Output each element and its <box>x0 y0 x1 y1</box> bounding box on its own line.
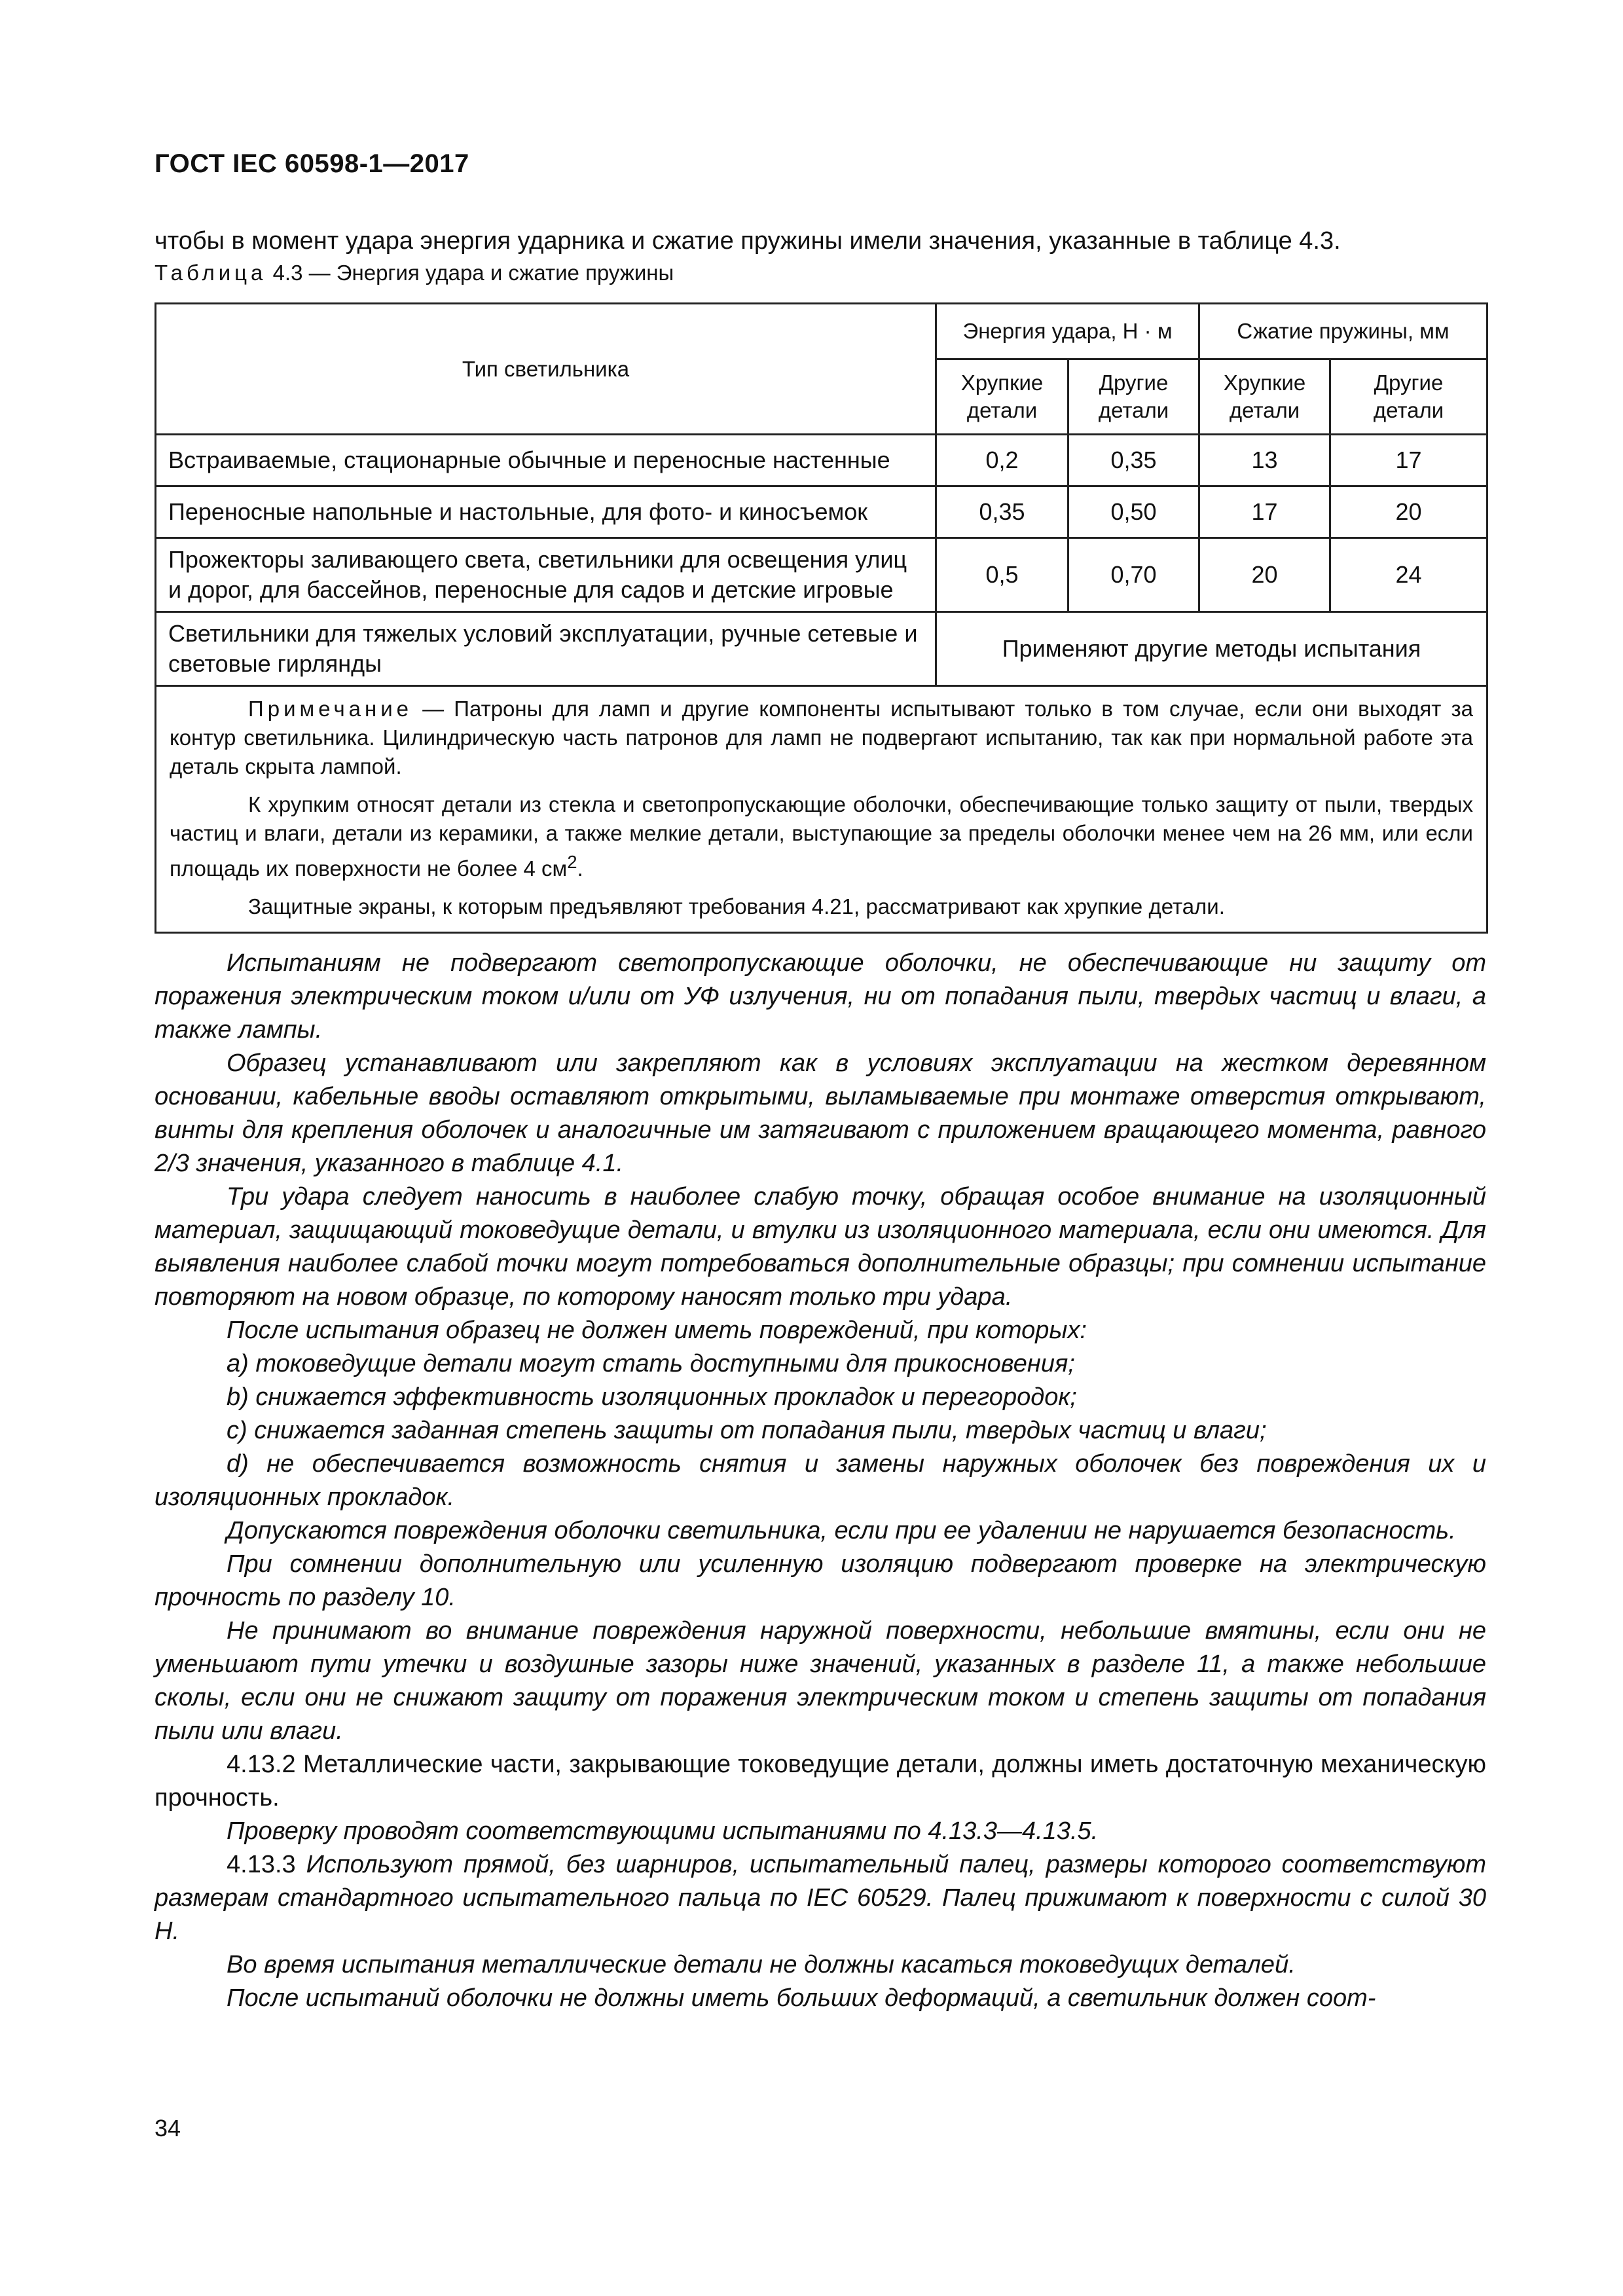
table-row <box>156 538 1487 612</box>
cell-spring-fragile: 17 <box>1199 486 1330 538</box>
list-item-c: c) снижается заданная степень защиты от попадания пыли, твердых частиц и влаги; <box>227 1417 1267 1444</box>
cell-energy-fragile: 0,35 <box>936 486 1068 538</box>
caption-prefix: Таблица <box>155 261 267 285</box>
note-label: Примечание <box>248 697 413 721</box>
cell-spring-fragile: 20 <box>1199 538 1330 612</box>
header-spring: Сжатие пружины, мм <box>1199 304 1487 359</box>
list-item-b: b) снижается эффективность изоляционных прокладок и перегородок; <box>227 1383 1077 1411</box>
cell-energy-other: 0,70 <box>1068 538 1199 612</box>
cell-spring-other: 24 <box>1330 538 1487 612</box>
subheader-spring-other: Другие детали <box>1330 359 1487 435</box>
table-caption <box>155 259 674 287</box>
subheader-energy-other: Другие детали <box>1068 359 1199 435</box>
paragraph: После испытаний оболочки не должны иметь больших деформаций, а светильник должен соот- <box>227 1984 1376 2012</box>
clause-number: 4.13.3 <box>227 1851 306 1878</box>
row-type: Светильники для тяжелых условий эксплуатации, ручные сетевые и световые гирлянды <box>156 612 936 686</box>
document-header: ГОСТ IEC 60598-1—2017 <box>155 149 469 178</box>
row-type: Прожекторы заливающего света, светильники для освещения улиц и дорог, для бассейнов, переносные для садов и детские игровые <box>156 538 936 612</box>
note-superscript: 2 <box>567 852 577 872</box>
body-text <box>155 947 1486 2015</box>
page-number: 34 <box>155 2115 181 2141</box>
note-text-2: К хрупким относят детали из стекла и светопропускающие оболочки, обеспечивающие только защиту от пыли, твердых частиц и влаги, детали из керамики, а также мелкие детали, выступающие за пределы оболочки менее чем на 26 мм, или если площадь их поверхности не более 4 см <box>170 792 1473 881</box>
cell-energy-fragile: 0,5 <box>936 538 1068 612</box>
caption-title: 4.3 — Энергия удара и сжатие пружины <box>272 261 674 285</box>
header-energy: Энергия удара, Н · м <box>936 304 1199 359</box>
note-paragraph-2 <box>170 790 1473 883</box>
paragraph: Не принимают во внимание повреждения наружной поверхности, небольшие вмятины, если они не уменьшают пути утечки и воздушные зазоры ниже значений, указанных в разделе 11, а также небольшие сколы, если они не снижают защиту от поражения электрическим током и степень защиты от попадания пыли или влаги. <box>155 1617 1486 1745</box>
list-item-a: a) токоведущие детали могут стать доступными для прикосновения; <box>227 1350 1075 1377</box>
subheader-energy-fragile: Хрупкие детали <box>936 359 1068 435</box>
paragraph: Проверку проводят соответствующими испытаниями по 4.13.3—4.13.5. <box>227 1817 1099 1845</box>
subheader-spring-fragile: Хрупкие детали <box>1199 359 1330 435</box>
paragraph: Испытаниям не подвергают светопропускающие оболочки, не обеспечивающие ни защиту от поражения электрическим током и/или от УФ излучения, ни от попадания пыли, твердых частиц и влаги, а также лампы. <box>155 949 1486 1044</box>
row-type: Встраиваемые, стационарные обычные и переносные настенные <box>156 435 936 486</box>
paragraph: Во время испытания металлические детали не должны касаться токоведущих деталей. <box>227 1951 1296 1978</box>
header-type: Тип светильника <box>156 304 936 435</box>
note-paragraph-1 <box>170 695 1473 781</box>
note-text-1: — Патроны для ламп и другие компоненты испытывают только в том случае, если они выходят за контур светильника. Цилиндрическую часть патронов для ламп не подвергают испытанию, так как при нормальной работе эта деталь скрыта лампой. <box>170 697 1473 778</box>
cell-energy-other: 0,35 <box>1068 435 1199 486</box>
paragraph: Образец устанавливают или закрепляют как в условиях эксплуатации на жестком деревянном основании, кабельные вводы оставляют открытыми, выламываемые при монтаже отверстия открывают, винты для крепления оболочек и аналогичные им затягивают с приложением вращающего момента, равного 2/3 значения, указанного в таблице 4.1. <box>155 1049 1486 1177</box>
clause-text: Используют прямой, без шарниров, испытательный палец, размеры которого соответствуют размерам стандартного испытательного пальца по IEC 60529. Палец прижимают к поверхности с силой 30 Н. <box>155 1851 1486 1945</box>
paragraph: После испытания образец не должен иметь повреждений, при которых: <box>227 1317 1087 1344</box>
cell-spring-other: 17 <box>1330 435 1487 486</box>
note-text-2-end: . <box>577 856 583 881</box>
cell-spring-fragile: 13 <box>1199 435 1330 486</box>
clause-4-13-2: 4.13.2 Металлические части, закрывающие токоведущие детали, должны иметь достаточную механическую прочность. <box>155 1751 1486 1812</box>
paragraph: При сомнении дополнительную или усиленную изоляцию подвергают проверке на электрическую прочность по разделу 10. <box>155 1550 1486 1611</box>
list-item-d: d) не обеспечивается возможность снятия и замены наружных оболочек без повреждения их и изоляционных прокладок. <box>155 1450 1486 1511</box>
paragraph: Допускаются повреждения оболочки светильника, если при ее удалении не нарушается безопасность. <box>227 1517 1456 1544</box>
note-paragraph-3: Защитные экраны, к которым предъявляют требования 4.21, рассматривают как хрупкие детали. <box>248 894 1225 919</box>
cell-spring-other: 20 <box>1330 486 1487 538</box>
table-row <box>156 612 1487 686</box>
cell-energy-fragile: 0,2 <box>936 435 1068 486</box>
table-note <box>156 686 1487 933</box>
impact-energy-table <box>155 302 1488 934</box>
table-row <box>156 435 1487 486</box>
intro-line: чтобы в момент удара энергия ударника и сжатие пружины имели значения, указанные в таблице 4.3. <box>155 227 1341 255</box>
cell-energy-other: 0,50 <box>1068 486 1199 538</box>
table-row <box>156 486 1487 538</box>
cell-merged-method: Применяют другие методы испытания <box>936 612 1487 686</box>
clause-4-13-3 <box>155 1848 1486 1948</box>
paragraph: Три удара следует наносить в наиболее слабую точку, обращая особое внимание на изоляционный материал, защищающий токоведущие детали, и втулки из изоляционного материала, если они имеются. Для выявления наиболее слабой точки могут потребоваться дополнительные образцы; при сомнении испытание повторяют на новом образце, по которому наносят только три удара. <box>155 1183 1486 1311</box>
row-type: Переносные напольные и настольные, для фото- и киносъемок <box>156 486 936 538</box>
